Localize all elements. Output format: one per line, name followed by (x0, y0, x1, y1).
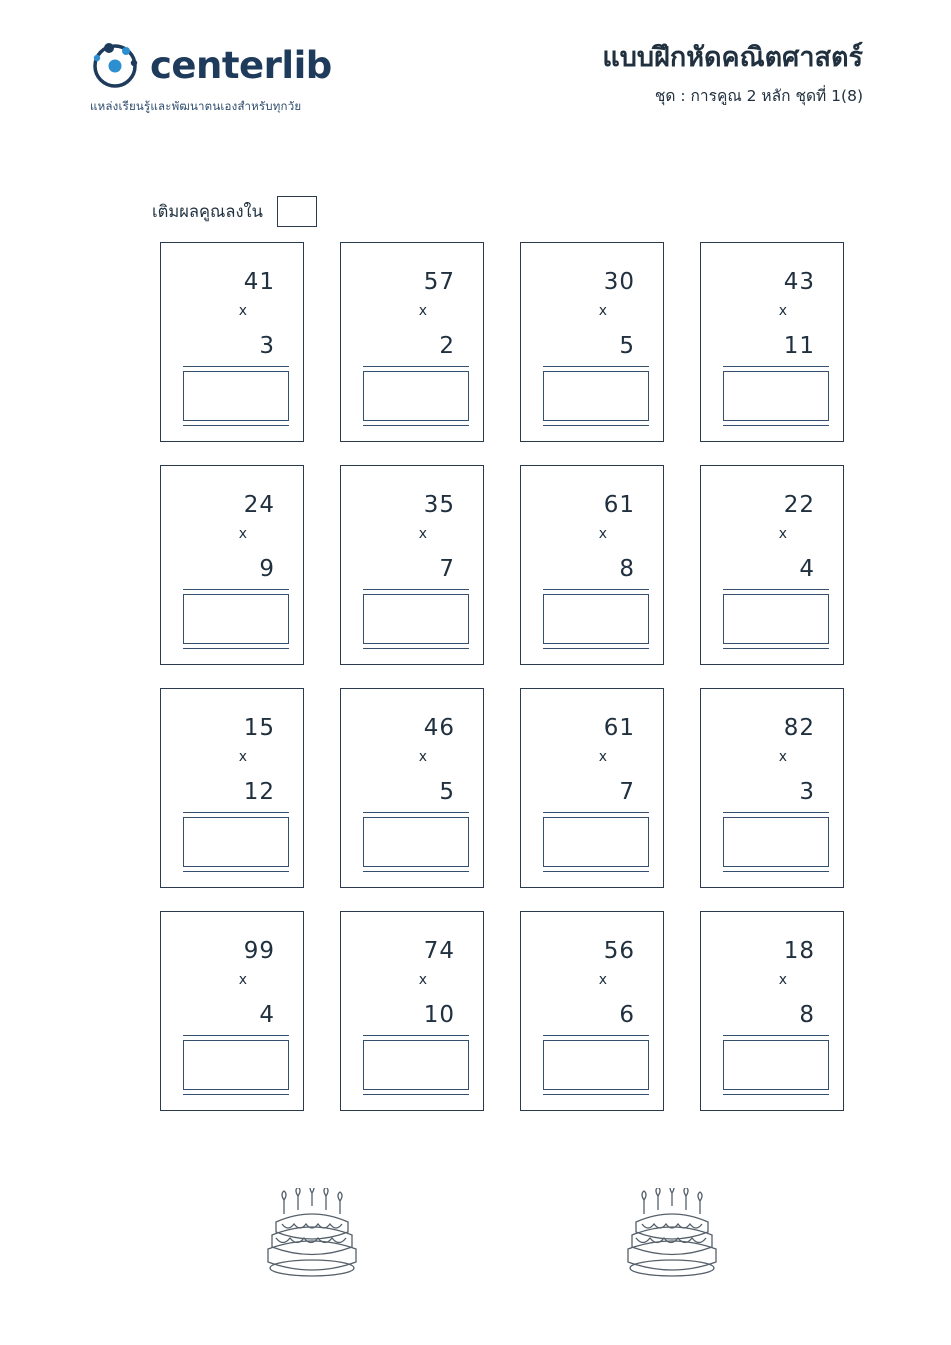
operand-top: 15 (243, 715, 275, 741)
multiply-sign: x (238, 972, 247, 988)
operand-bottom: 10 (423, 1002, 455, 1028)
operand-top: 24 (243, 492, 275, 518)
operand-bottom: 8 (799, 1002, 815, 1028)
operand-top: 30 (603, 269, 635, 295)
logo-tagline: แหล่งเรียนรู้และพัฒนาตนเองสำหรับทุกวัย (90, 99, 302, 113)
answer-box[interactable] (543, 817, 649, 867)
operand-bottom: 8 (619, 556, 635, 582)
operand-top: 46 (423, 715, 455, 741)
answer-rule (723, 812, 829, 813)
answer-rule (363, 1035, 469, 1036)
multiply-sign: x (598, 303, 607, 319)
answer-underline (723, 425, 829, 426)
page-title: แบบฝึกหัดคณิตศาสตร์ (602, 42, 863, 73)
problem-card (520, 688, 664, 888)
problem-card (520, 465, 664, 665)
answer-underline (363, 425, 469, 426)
answer-rule (723, 366, 829, 367)
answer-rule (363, 366, 469, 367)
operand-bottom: 4 (799, 556, 815, 582)
operand-top: 74 (423, 938, 455, 964)
answer-underline (183, 648, 289, 649)
answer-rule (363, 812, 469, 813)
problem-card (700, 911, 844, 1111)
operand-bottom: 7 (439, 556, 455, 582)
multiply-sign: x (598, 972, 607, 988)
answer-box[interactable] (363, 1040, 469, 1090)
problem-card (160, 465, 304, 665)
answer-underline (363, 1094, 469, 1095)
instruction-row (152, 196, 317, 227)
sample-answer-box (277, 196, 317, 227)
problem-card (340, 911, 484, 1111)
multiply-sign: x (418, 303, 427, 319)
operand-bottom: 5 (619, 333, 635, 359)
operand-bottom: 4 (259, 1002, 275, 1028)
operand-top: 82 (783, 715, 815, 741)
answer-underline (723, 648, 829, 649)
answer-rule (183, 812, 289, 813)
answer-underline (363, 871, 469, 872)
operand-top: 57 (423, 269, 455, 295)
multiply-sign: x (598, 526, 607, 542)
answer-underline (543, 871, 649, 872)
answer-underline (723, 1094, 829, 1095)
operand-top: 22 (783, 492, 815, 518)
operand-top: 18 (783, 938, 815, 964)
answer-rule (183, 366, 289, 367)
answer-box[interactable] (363, 817, 469, 867)
page-header (0, 28, 951, 138)
answer-underline (183, 425, 289, 426)
answer-underline (183, 871, 289, 872)
answer-rule (183, 1035, 289, 1036)
answer-underline (363, 648, 469, 649)
problem-card (700, 242, 844, 442)
answer-underline (543, 1094, 649, 1095)
answer-box[interactable] (363, 371, 469, 421)
multiply-sign: x (418, 972, 427, 988)
centerlib-dots-icon (88, 38, 142, 92)
answer-box[interactable] (183, 594, 289, 644)
multiply-sign: x (418, 526, 427, 542)
page-subtitle: ชุด : การคูณ 2 หลัก ชุดที่ 1(8) (654, 87, 863, 106)
brand-logo (88, 38, 388, 116)
operand-top: 61 (603, 492, 635, 518)
answer-rule (183, 589, 289, 590)
answer-rule (543, 366, 649, 367)
answer-box[interactable] (543, 594, 649, 644)
birthday-cake-icon (622, 1188, 732, 1283)
operand-bottom: 12 (243, 779, 275, 805)
operand-bottom: 5 (439, 779, 455, 805)
problem-card (520, 911, 664, 1111)
operand-bottom: 6 (619, 1002, 635, 1028)
answer-rule (723, 1035, 829, 1036)
answer-box[interactable] (543, 371, 649, 421)
answer-rule (543, 812, 649, 813)
birthday-cake-icon (262, 1188, 372, 1283)
answer-box[interactable] (363, 594, 469, 644)
answer-rule (723, 589, 829, 590)
answer-box[interactable] (183, 371, 289, 421)
problem-card (700, 688, 844, 888)
operand-top: 56 (603, 938, 635, 964)
operand-bottom: 11 (783, 333, 815, 359)
operand-bottom: 7 (619, 779, 635, 805)
answer-box[interactable] (723, 371, 829, 421)
multiply-sign: x (778, 303, 787, 319)
answer-box[interactable] (723, 594, 829, 644)
problem-card (160, 688, 304, 888)
answer-underline (543, 425, 649, 426)
multiply-sign: x (778, 972, 787, 988)
multiply-sign: x (238, 749, 247, 765)
operand-bottom: 9 (259, 556, 275, 582)
multiply-sign: x (778, 526, 787, 542)
multiply-sign: x (778, 749, 787, 765)
problem-card (520, 242, 664, 442)
instruction-text: เติมผลคูณลงใน (152, 201, 263, 221)
problem-card (340, 465, 484, 665)
multiply-sign: x (598, 749, 607, 765)
answer-box[interactable] (723, 817, 829, 867)
title-block (602, 42, 863, 108)
answer-underline (723, 871, 829, 872)
operand-bottom: 2 (439, 333, 455, 359)
operand-bottom: 3 (259, 333, 275, 359)
answer-box[interactable] (543, 1040, 649, 1090)
operand-top: 99 (243, 938, 275, 964)
problem-card (340, 242, 484, 442)
operand-bottom: 3 (799, 779, 815, 805)
problem-card (160, 242, 304, 442)
answer-rule (363, 589, 469, 590)
operand-top: 43 (783, 269, 815, 295)
logo-wordmark: centerlib (150, 43, 332, 87)
answer-box[interactable] (183, 817, 289, 867)
answer-rule (543, 1035, 649, 1036)
answer-underline (543, 648, 649, 649)
multiply-sign: x (238, 526, 247, 542)
operand-top: 61 (603, 715, 635, 741)
answer-underline (183, 1094, 289, 1095)
multiply-sign: x (238, 303, 247, 319)
answer-box[interactable] (183, 1040, 289, 1090)
problem-card (160, 911, 304, 1111)
problem-card (700, 465, 844, 665)
multiply-sign: x (418, 749, 427, 765)
operand-top: 35 (423, 492, 455, 518)
problem-card (340, 688, 484, 888)
problem-grid (160, 242, 840, 1111)
operand-top: 41 (243, 269, 275, 295)
answer-rule (543, 589, 649, 590)
answer-box[interactable] (723, 1040, 829, 1090)
